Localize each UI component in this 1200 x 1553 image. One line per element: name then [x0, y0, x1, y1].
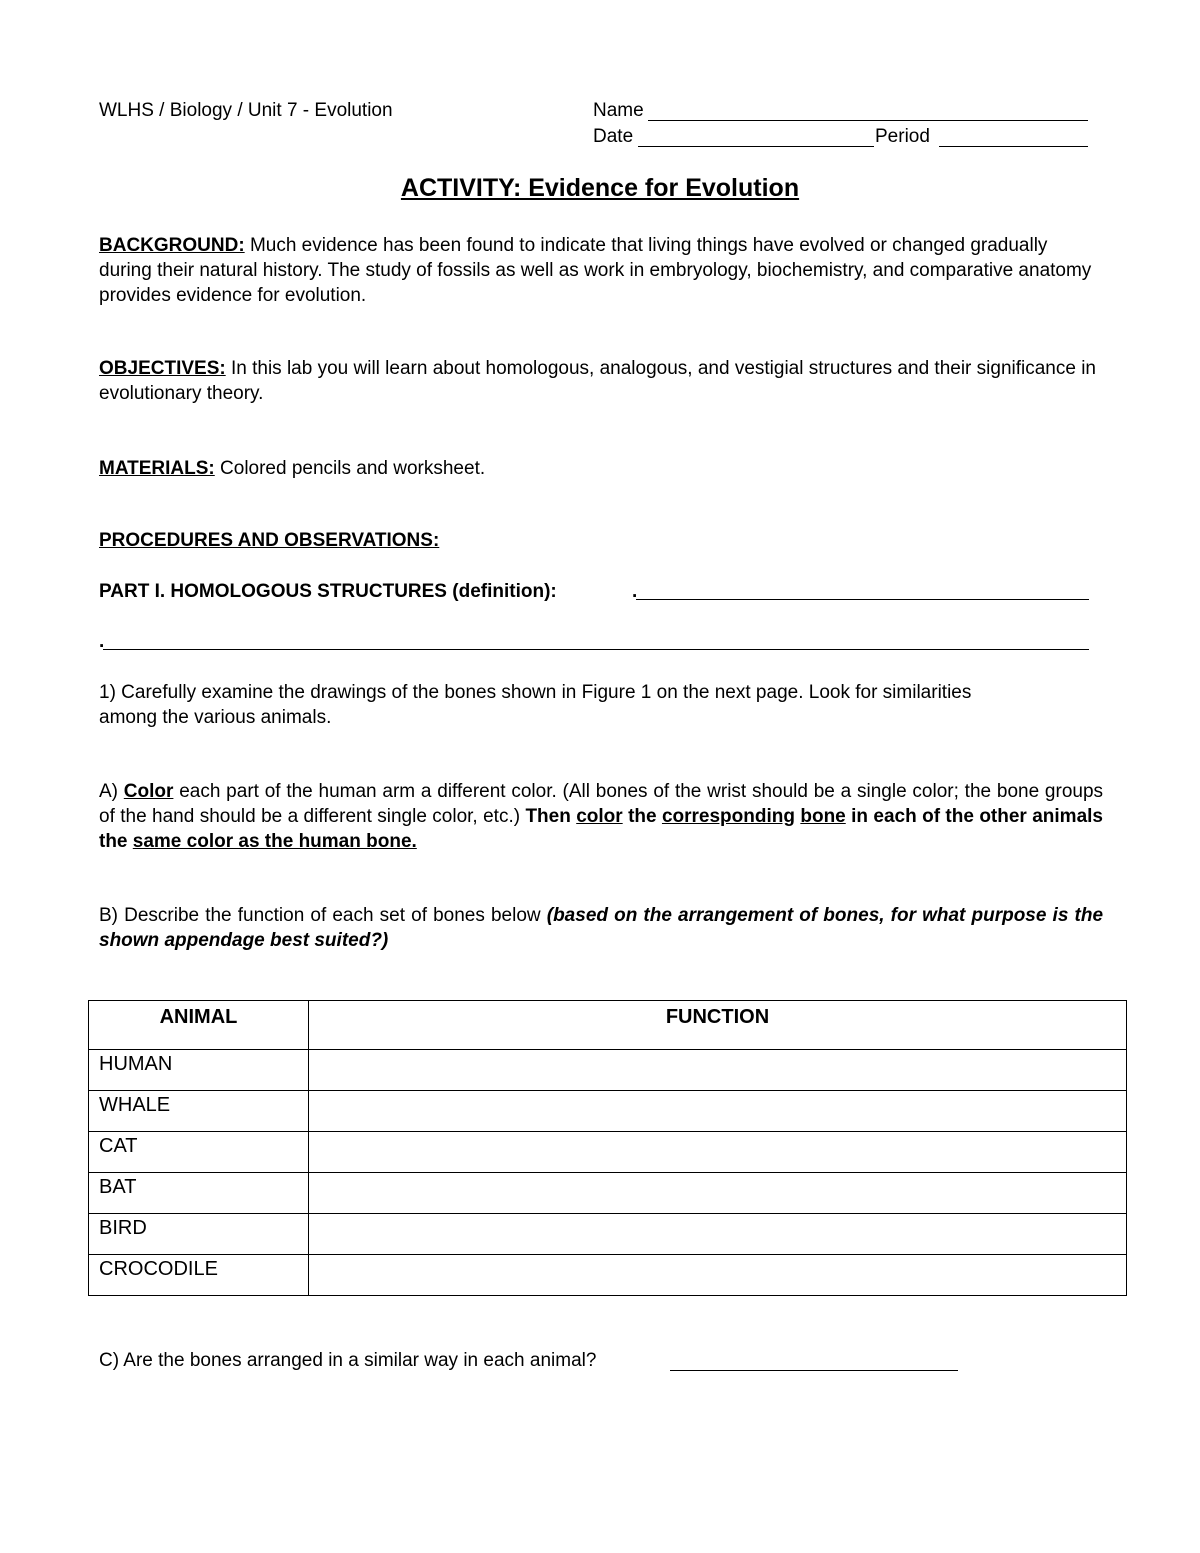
part1-dot-2: .: [99, 631, 105, 652]
period-blank[interactable]: [939, 146, 1088, 147]
step-a-prefix: A): [99, 781, 118, 802]
step-c-blank[interactable]: [670, 1370, 958, 1371]
page-title: ACTIVITY: Evidence for Evolution: [400, 174, 800, 202]
step-b-italic: (based on the arrangement of bones, for what purpose is the shown appendage best suited?): [99, 905, 1104, 951]
animal-cell: BIRD: [89, 1214, 309, 1255]
function-cell[interactable]: [309, 1050, 1127, 1091]
name-blank[interactable]: [648, 120, 1088, 121]
step-1: 1) Carefully examine the drawings of the bones shown in Figure 1 on the next page. Look for similarities among the various animals.: [99, 682, 972, 728]
course-label: WLHS / Biology / Unit 7 - Evolution: [99, 100, 393, 121]
step-a: [99, 779, 1103, 854]
part1-heading: PART I. HOMOLOGOUS STRUCTURES (definition):: [99, 581, 557, 602]
procedures-heading: PROCEDURES AND OBSERVATIONS:: [99, 530, 440, 551]
function-cell[interactable]: [309, 1214, 1127, 1255]
step-a-corresponding: corresponding: [661, 806, 795, 827]
function-cell[interactable]: [309, 1091, 1127, 1132]
objectives-section: [99, 356, 1103, 406]
step-a-same-color: same color as the human bone.: [132, 831, 417, 852]
step-a-color2: color: [576, 806, 623, 827]
step-a-bone: bone: [800, 806, 846, 827]
step-a-the: the: [628, 806, 657, 827]
background-label: BACKGROUND:: [99, 235, 245, 256]
header-function: FUNCTION: [309, 1001, 1127, 1050]
animal-cell: BAT: [89, 1173, 309, 1214]
step-b: [99, 903, 1103, 953]
materials-section: [99, 456, 1103, 481]
name-label: Name: [593, 100, 644, 121]
background-section: [99, 233, 1103, 308]
definition-blank-2[interactable]: [103, 649, 1089, 650]
table-row: [89, 1132, 1127, 1173]
materials-label: MATERIALS:: [99, 458, 215, 479]
step-a-then: Then: [525, 806, 571, 827]
function-cell[interactable]: [309, 1132, 1127, 1173]
table-row: [89, 1050, 1127, 1091]
table-row: [89, 1255, 1127, 1296]
table-row: [89, 1173, 1127, 1214]
step-a-mid: in each of the other animals the: [99, 806, 1103, 852]
animal-cell: WHALE: [89, 1091, 309, 1132]
header-animal: ANIMAL: [89, 1001, 309, 1050]
table-row: [89, 1091, 1127, 1132]
materials-text: Colored pencils and worksheet.: [220, 458, 486, 479]
step-a-color: Color: [123, 781, 174, 802]
date-blank[interactable]: [638, 146, 874, 147]
animal-cell: CAT: [89, 1132, 309, 1173]
function-cell[interactable]: [309, 1173, 1127, 1214]
animal-cell: CROCODILE: [89, 1255, 309, 1296]
background-text: Much evidence has been found to indicate that living things have evolved or changed gradually during their natural history. The study of fossils as well as work in embryology, biochemistry, and comparative anatomy provides evidence for evolution.: [99, 235, 1092, 306]
date-label: Date: [593, 126, 634, 147]
period-label: Period: [875, 126, 930, 147]
objectives-text: In this lab you will learn about homologous, analogous, and vestigial structures and their significance in evolutionary theory.: [99, 358, 1096, 404]
table-header-row: [89, 1001, 1127, 1050]
animal-cell: HUMAN: [89, 1050, 309, 1091]
step-a-text: each part of the human arm a different color. (All bones of the wrist should be a single color; the bone groups of the hand should be a different single color, etc.): [99, 781, 1104, 827]
step-b-text: B) Describe the function of each set of bones below: [99, 905, 541, 926]
table-row: [89, 1214, 1127, 1255]
definition-blank-1[interactable]: [636, 599, 1089, 600]
objectives-label: OBJECTIVES:: [99, 358, 226, 379]
part1-dot: .: [632, 581, 638, 602]
function-cell[interactable]: [309, 1255, 1127, 1296]
step-c: C) Are the bones arranged in a similar way in each animal?: [99, 1350, 597, 1371]
function-table: [88, 1000, 1127, 1296]
